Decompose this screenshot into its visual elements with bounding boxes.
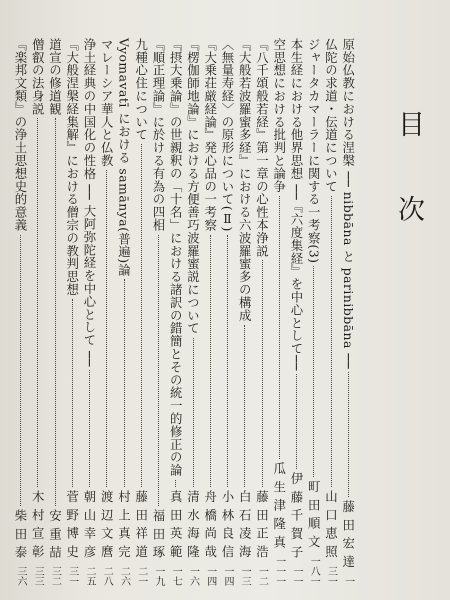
dot-leader bbox=[37, 118, 38, 487]
entry-author: 小林良信 bbox=[220, 490, 235, 564]
table-of-contents bbox=[12, 38, 356, 586]
toc-entry bbox=[305, 38, 321, 586]
entry-author: 白石凌海 bbox=[237, 490, 253, 564]
entry-title: 『摂大乗論』の世親釈の「十名」における諸訳の錯簡とその統一的修正の論 bbox=[168, 38, 184, 477]
entry-page: 一一 bbox=[291, 566, 302, 586]
entry-title: ジャータカマーラーに関する一考察(3) bbox=[306, 38, 322, 264]
entry-page: 二一 bbox=[135, 566, 147, 586]
dot-leader bbox=[106, 170, 107, 487]
dot-leader bbox=[210, 235, 211, 488]
toc-entry bbox=[340, 38, 356, 586]
entry-title: 『大般若波羅蜜多経』における六波羅蜜多の構成 bbox=[237, 38, 253, 322]
entry-title: 『楞伽師地論』における方便善巧波羅蜜説について bbox=[185, 38, 201, 335]
entry-title: 『八千頌般若経』第一章の心性本浄説 bbox=[254, 38, 270, 258]
entry-page: 三三 bbox=[32, 566, 44, 586]
page-title: 目次 bbox=[393, 110, 424, 280]
entry-title: 〈無量寿経〉の原形について(Ⅱ) bbox=[220, 38, 235, 232]
entry-page: 二六 bbox=[118, 566, 130, 586]
entry-page: 三二 bbox=[49, 566, 61, 586]
dot-leader bbox=[313, 266, 314, 477]
entry-page: 三一 bbox=[66, 566, 78, 586]
toc-entry bbox=[167, 38, 183, 586]
entry-page: 一一一 bbox=[273, 556, 285, 586]
toc-entry bbox=[254, 38, 270, 586]
toc-entry bbox=[133, 38, 149, 586]
entry-title: 『大般涅槃経集解』における僧宗の教判思想 bbox=[64, 38, 80, 296]
toc-entry bbox=[185, 38, 201, 586]
toc-entry bbox=[12, 38, 28, 586]
dot-leader bbox=[296, 374, 297, 469]
entry-title: 浄土経典の中国化の性格 ── 大阿弥陀経を中心として ── bbox=[82, 38, 97, 367]
entry-author: 町田順文 bbox=[306, 480, 322, 554]
toc-entry bbox=[323, 38, 339, 586]
toc-entry bbox=[116, 38, 132, 586]
entry-title: 『楽邦文類』の浄土思想史的意義 bbox=[13, 38, 28, 232]
entry-author: 真田英範 bbox=[168, 490, 184, 564]
entry-page: 一六 bbox=[187, 566, 199, 586]
toc-entry bbox=[236, 38, 252, 586]
dot-leader bbox=[193, 338, 194, 488]
entry-author: 菅野博史 bbox=[64, 490, 80, 564]
dot-leader bbox=[244, 325, 245, 488]
dot-leader bbox=[20, 235, 21, 506]
toc-entry bbox=[47, 38, 63, 586]
entry-title: 『順正理論』に於ける有為の四相 bbox=[151, 38, 166, 232]
dot-leader bbox=[262, 260, 263, 487]
entry-author: 渡辺文麿 bbox=[99, 490, 115, 564]
toc-entry bbox=[150, 38, 166, 586]
entry-author: 瓜生津隆真 bbox=[271, 462, 287, 554]
entry-author: 朝山幸彦 bbox=[82, 490, 97, 564]
entry-author: 福田琢 bbox=[151, 508, 166, 564]
dot-leader bbox=[158, 235, 159, 506]
entry-author: 安重喆 bbox=[47, 508, 63, 564]
entry-title: 道宣の修道観 bbox=[47, 38, 63, 116]
dot-leader bbox=[175, 480, 176, 488]
toc-entry bbox=[219, 38, 235, 586]
dot-leader bbox=[124, 279, 125, 487]
entry-page: 三六 bbox=[15, 566, 26, 586]
entry-title: 『大乗荘厳経論』発心品の一考察 bbox=[202, 38, 218, 232]
entry-title: 本生経における他界思想 ──『六度集経』を中心として── bbox=[289, 38, 304, 371]
entry-page: 一 bbox=[342, 576, 354, 586]
entry-page: 二五 bbox=[84, 566, 95, 586]
entry-title: 九種心住について bbox=[133, 38, 149, 142]
entry-author: 藤田宏達 bbox=[340, 500, 356, 574]
entry-author: 藤田祥道 bbox=[133, 490, 149, 564]
entry-author: 舟橋尚哉 bbox=[202, 490, 218, 564]
entry-title: マレーシア華人と仏教 bbox=[99, 38, 115, 167]
dot-leader bbox=[331, 196, 332, 488]
toc-entry bbox=[288, 38, 304, 586]
entry-page: 一七 bbox=[170, 566, 182, 586]
dot-leader bbox=[279, 196, 280, 459]
entry-author: 木村宣彰 bbox=[30, 490, 46, 564]
dot-leader bbox=[348, 372, 349, 497]
toc-entry bbox=[64, 38, 80, 586]
entry-page: 一八一 bbox=[308, 556, 320, 586]
entry-title: 仏陀の求道・伝道について bbox=[323, 38, 339, 193]
dot-leader bbox=[55, 118, 56, 505]
toc-entry bbox=[98, 38, 114, 586]
entry-page: 三一 bbox=[325, 566, 337, 586]
entry-author: 柴田泰 bbox=[13, 508, 28, 564]
entry-author: 伊藤千賀子 bbox=[289, 472, 304, 564]
entry-page: 一四 bbox=[204, 566, 216, 586]
toc-entry bbox=[202, 38, 218, 586]
toc-entry bbox=[81, 38, 97, 586]
entry-author: 山口恵照 bbox=[323, 490, 339, 564]
dot-leader bbox=[72, 299, 73, 487]
dot-leader bbox=[141, 144, 142, 487]
dot-leader bbox=[227, 235, 228, 488]
entry-page: 一四 bbox=[222, 566, 233, 586]
toc-entry bbox=[29, 38, 45, 586]
entry-page: 二八 bbox=[101, 566, 113, 586]
entry-page: 一九 bbox=[153, 566, 164, 586]
entry-author: 清水海隆 bbox=[185, 490, 201, 564]
entry-page: 一二 bbox=[256, 566, 268, 586]
toc-entry bbox=[271, 38, 287, 586]
entry-author: 村上真完 bbox=[116, 490, 132, 564]
entry-title: Vyomavatī における samānya(普遍)論 bbox=[116, 38, 132, 277]
entry-title: 僧叡の法身説 bbox=[30, 38, 46, 116]
entry-author: 藤田正浩 bbox=[254, 490, 270, 564]
dot-leader bbox=[89, 370, 90, 487]
entry-title: 原始仏教における涅槃 ── nibbāna と parinibbāna ── bbox=[340, 38, 356, 370]
entry-title: 空思想における批判と論争 bbox=[271, 38, 287, 193]
entry-page: 一三 bbox=[239, 566, 251, 586]
